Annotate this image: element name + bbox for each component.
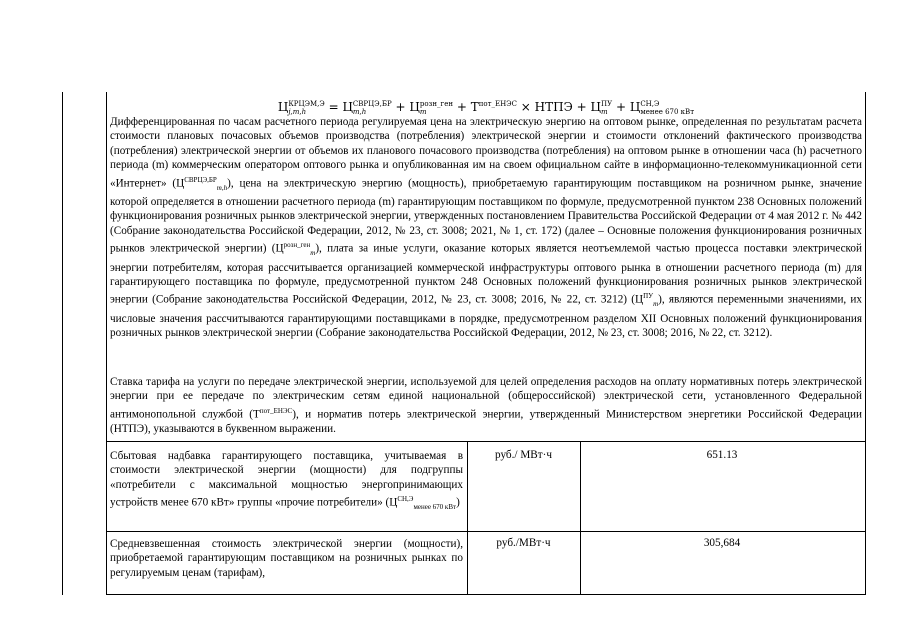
tariff-rate-paragraph: Ставка тарифа на услуги по передаче электрической энергии, используемой для целей определения расходов на оплату нормативных потерь электрической энергии при ее передаче по электрическим сетям единой национальной (общероссийской) электрической сети, установленного Федеральной антимонопольной службой $(Т^{пот\_ЕНЭС})$, и норматив потерь электрической энергии, утвержденный Министерством энергетики Российской Федерации (НТПЭ), указываются в буквенном выражении.	[110, 376, 863, 435]
formula-explanation-paragraph: Дифференцированная по часам расчетного периода регулируемая цена на электрическую энергию на оптовом рынке, определенная по результатам расчета стоимости плановых почасовых объемов производства (потребления) электрической энергии и стоимости отклонений фактического производства (потребления) электрической энергии от объемов их планового почасового производства (потребления) на оптовом рынке в отношении часа (h) расчетного периода (m) коммерческим оператором оптового рынка и опубликованная им на своем официальном сайте в информационно-телекоммуникационной сети «Интернет» $(Ц^{СВРЦЭ,БР}_{m,h})$, цена на электрическую энергию (мощность), приобретаемую гарантирующим поставщиком на розничном рынке, значение которой определяется в отношении расчетного периода (m) гарантирующим поставщиком по формуле, предусмотренной пунктом 238 Основных положений функционирования розничных рынков электрической энергии, утвержденных постановлением Правительства Российской Федерации от 4 мая 2012 г. № 442 (Собрание законодательства Российской Федерации, 2012, № 23, ст. 3008; 2021, № 1, ст. 172) (далее – Основные положения функционирования розничных рынков электрической энергии) $(Ц^{розн\_ген}_m)$, плата за иные услуги, оказание которых является неотъемлемой частью процесса поставки электрической энергии потребителям, которая рассчитывается организацией коммерческой инфраструктуры оптового рынка в отношении расчетного периода (m) для гарантирующего поставщика по формуле, предусмотренной пунктом 248 Основных положений функционирования розничных рынков электрической энергии (Собрание законодательства Российской Федерации, 2012, № 23, ст. 3008; 2016, № 22, ст. 3212) $(Ц^{ПУ}_m)$, являются переменными значениями, их числовые значения рассчитываются гарантирующими поставщиками в порядке, предусмотренном разделом XII Основных положений функционирования розничных рынков электрической энергии (Собрание законодательства Российской Федерации, 2012, № 23, ст. 3008; 2016, № 22, ст. 3212).	[110, 116, 863, 340]
table-left-border	[62, 92, 63, 595]
row-divider	[106, 441, 865, 442]
table-column-divider	[106, 92, 107, 595]
value-column-divider	[580, 441, 581, 595]
weighted-average-cost-description: Средневзвешенная стоимость электрической энергии (мощности), приобретаемой гарантирующим поставщиком на розничных рынках по регулируемым ценам (тарифам),	[110, 538, 463, 579]
weighted-average-cost-value: 305,684	[703, 537, 741, 549]
weighted-average-cost-unit: руб./МВт·ч	[496, 537, 551, 549]
price-formula: ЦКРЦЭМ,Э j,m,h = ЦСВРЦЭ,БР m,h + Црозн_ген $m + Т^{пот\_ЕНЭС}$ × НТПЭ + ЦПУ m + ЦСН,Э менее 670 кВт	[277, 99, 695, 116]
row-divider	[106, 531, 865, 532]
unit-column-divider	[467, 441, 468, 595]
sales-markup-unit: руб./ МВт·ч	[495, 449, 552, 461]
table-bottom-border	[106, 594, 865, 595]
sales-markup-description: Сбытовая надбавка гарантирующего поставщика, учитываемая в стоимости электрической энергии (мощности) для подгруппы «потребители с максимальной мощностью энергопринимающих устройств менее 670 кВт» группы «прочие потребители» $(Ц^{СН,Э}_{менее 670 кВт})$	[110, 450, 463, 512]
table-right-border	[865, 92, 866, 595]
sales-markup-value: 651.13	[706, 449, 738, 461]
